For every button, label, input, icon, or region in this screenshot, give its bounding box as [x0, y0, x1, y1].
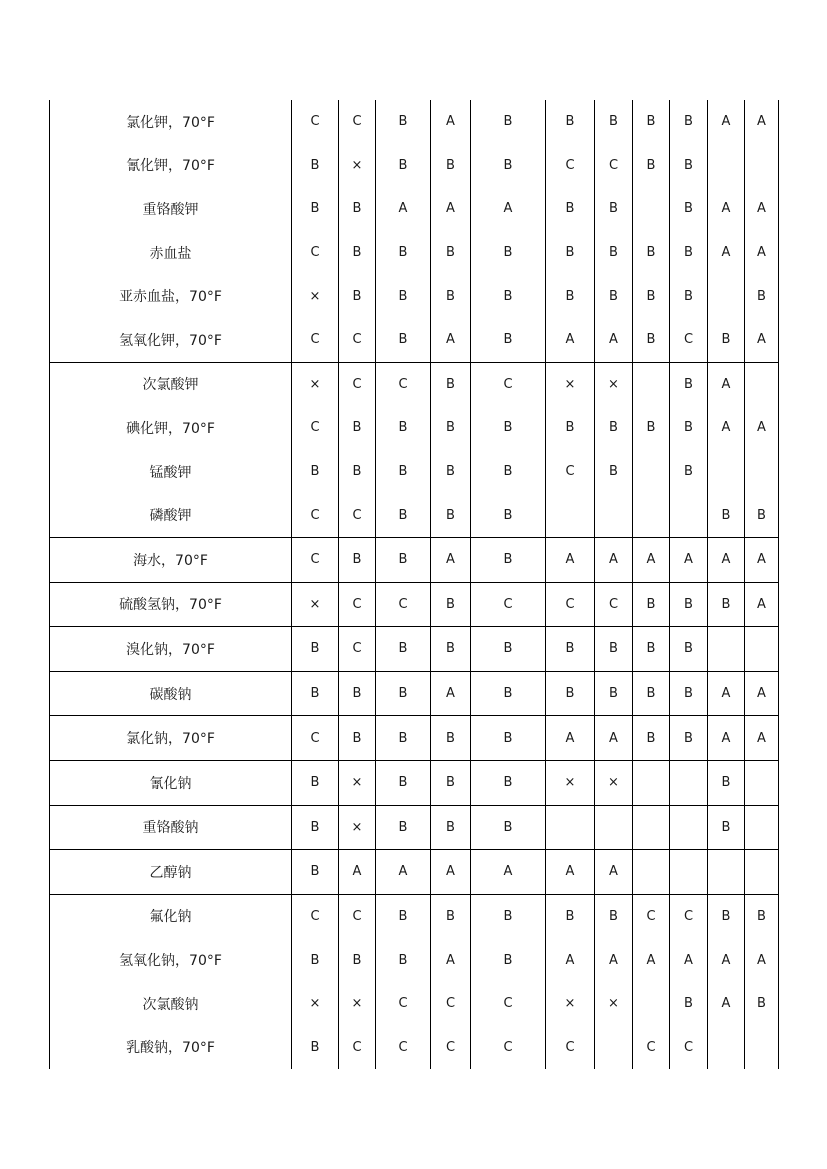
- rating-cell: B: [471, 805, 546, 850]
- table-row: [50, 1025, 779, 1069]
- rating-cell: C: [292, 100, 339, 144]
- rating-cell: B: [431, 144, 471, 188]
- rating-cell: B: [595, 274, 633, 318]
- table-row: [50, 850, 779, 895]
- rating-cell: [595, 493, 633, 537]
- rating-cell: B: [339, 231, 376, 275]
- rating-cell: B: [471, 627, 546, 672]
- table-row: [50, 627, 779, 672]
- rating-cell: C: [339, 493, 376, 537]
- rating-cell: [633, 805, 670, 850]
- rating-cell: B: [745, 493, 779, 537]
- rating-cell: A: [708, 938, 745, 982]
- table-row: [50, 582, 779, 627]
- rating-cell: B: [339, 537, 376, 582]
- rating-cell: B: [633, 100, 670, 144]
- rating-cell: A: [431, 187, 471, 231]
- rating-cell: B: [431, 362, 471, 406]
- chemical-name: 溴化钠，70°F: [50, 627, 292, 672]
- rating-cell: A: [745, 406, 779, 450]
- table-row: [50, 406, 779, 450]
- rating-cell: B: [292, 187, 339, 231]
- rating-cell: B: [471, 274, 546, 318]
- rating-cell: A: [431, 850, 471, 895]
- rating-cell: [745, 760, 779, 805]
- rating-cell: [633, 982, 670, 1026]
- rating-cell: A: [471, 187, 546, 231]
- rating-cell: A: [708, 982, 745, 1026]
- rating-cell: C: [339, 318, 376, 362]
- rating-cell: B: [745, 274, 779, 318]
- rating-cell: ×: [595, 982, 633, 1026]
- rating-cell: B: [376, 805, 431, 850]
- rating-cell: C: [546, 1025, 595, 1069]
- rating-cell: A: [595, 850, 633, 895]
- rating-cell: C: [595, 582, 633, 627]
- rating-cell: B: [633, 716, 670, 761]
- rating-cell: B: [471, 894, 546, 938]
- chemical-name: 氢氧化钠，70°F: [50, 938, 292, 982]
- rating-cell: [708, 850, 745, 895]
- rating-cell: A: [670, 537, 708, 582]
- table-row: [50, 760, 779, 805]
- rating-cell: [745, 1025, 779, 1069]
- rating-cell: A: [633, 938, 670, 982]
- rating-cell: B: [670, 100, 708, 144]
- rating-cell: B: [339, 187, 376, 231]
- table-row: [50, 805, 779, 850]
- rating-cell: B: [376, 671, 431, 716]
- rating-cell: B: [339, 406, 376, 450]
- rating-cell: C: [292, 716, 339, 761]
- table-row: [50, 362, 779, 406]
- rating-cell: B: [708, 582, 745, 627]
- rating-cell: A: [595, 318, 633, 362]
- rating-cell: ×: [595, 362, 633, 406]
- rating-cell: B: [471, 318, 546, 362]
- chemical-name: 氟化钠: [50, 894, 292, 938]
- rating-cell: ×: [292, 362, 339, 406]
- rating-cell: A: [339, 850, 376, 895]
- rating-cell: A: [708, 537, 745, 582]
- rating-cell: A: [633, 537, 670, 582]
- rating-cell: C: [339, 582, 376, 627]
- rating-cell: B: [595, 100, 633, 144]
- rating-cell: C: [292, 894, 339, 938]
- rating-cell: [708, 450, 745, 494]
- rating-cell: B: [546, 627, 595, 672]
- rating-cell: B: [471, 231, 546, 275]
- chemical-name: 赤血盐: [50, 231, 292, 275]
- rating-cell: B: [292, 850, 339, 895]
- rating-cell: A: [745, 582, 779, 627]
- rating-cell: B: [546, 100, 595, 144]
- rating-cell: B: [670, 362, 708, 406]
- rating-cell: B: [376, 274, 431, 318]
- chemical-name: 次氯酸钾: [50, 362, 292, 406]
- rating-cell: A: [431, 671, 471, 716]
- table-row: [50, 493, 779, 537]
- rating-cell: [670, 850, 708, 895]
- rating-cell: C: [339, 894, 376, 938]
- rating-cell: B: [595, 406, 633, 450]
- rating-cell: [670, 805, 708, 850]
- rating-cell: B: [745, 894, 779, 938]
- table-row: [50, 318, 779, 362]
- rating-cell: B: [670, 671, 708, 716]
- rating-cell: B: [376, 406, 431, 450]
- table-row: [50, 100, 779, 144]
- rating-cell: B: [376, 938, 431, 982]
- chemical-name: 硫酸氢钠，70°F: [50, 582, 292, 627]
- rating-cell: B: [546, 894, 595, 938]
- rating-cell: C: [471, 1025, 546, 1069]
- rating-cell: B: [670, 982, 708, 1026]
- rating-cell: [670, 493, 708, 537]
- chemical-name: 碘化钾，70°F: [50, 406, 292, 450]
- rating-cell: [708, 144, 745, 188]
- rating-cell: [633, 362, 670, 406]
- rating-cell: [633, 493, 670, 537]
- rating-cell: B: [595, 450, 633, 494]
- rating-cell: B: [376, 493, 431, 537]
- rating-cell: B: [339, 450, 376, 494]
- rating-cell: C: [339, 100, 376, 144]
- rating-cell: B: [633, 231, 670, 275]
- rating-cell: B: [546, 406, 595, 450]
- chemical-name: 重铬酸钾: [50, 187, 292, 231]
- rating-cell: B: [595, 627, 633, 672]
- rating-cell: B: [376, 537, 431, 582]
- rating-cell: B: [431, 231, 471, 275]
- table-row: [50, 671, 779, 716]
- rating-cell: B: [376, 627, 431, 672]
- chemical-name: 乙醇钠: [50, 850, 292, 895]
- rating-cell: ×: [595, 760, 633, 805]
- rating-cell: B: [471, 716, 546, 761]
- rating-cell: [745, 144, 779, 188]
- rating-cell: C: [471, 582, 546, 627]
- rating-cell: C: [471, 982, 546, 1026]
- rating-cell: B: [670, 627, 708, 672]
- rating-cell: B: [595, 671, 633, 716]
- rating-cell: B: [670, 716, 708, 761]
- rating-cell: ×: [339, 760, 376, 805]
- rating-cell: C: [376, 582, 431, 627]
- rating-cell: [745, 362, 779, 406]
- rating-cell: B: [471, 493, 546, 537]
- rating-cell: [745, 450, 779, 494]
- rating-cell: A: [595, 537, 633, 582]
- rating-cell: [633, 850, 670, 895]
- rating-cell: B: [292, 144, 339, 188]
- rating-cell: A: [708, 100, 745, 144]
- rating-cell: ×: [339, 982, 376, 1026]
- rating-cell: B: [292, 671, 339, 716]
- rating-cell: B: [546, 671, 595, 716]
- rating-cell: C: [633, 1025, 670, 1069]
- rating-cell: A: [546, 318, 595, 362]
- rating-cell: C: [376, 362, 431, 406]
- rating-cell: B: [431, 450, 471, 494]
- table-row: [50, 894, 779, 938]
- rating-cell: B: [745, 982, 779, 1026]
- rating-cell: B: [633, 671, 670, 716]
- rating-cell: B: [292, 1025, 339, 1069]
- rating-cell: B: [633, 582, 670, 627]
- rating-cell: A: [595, 938, 633, 982]
- chemical-name: 氰化钾，70°F: [50, 144, 292, 188]
- rating-cell: A: [745, 231, 779, 275]
- rating-cell: C: [292, 493, 339, 537]
- rating-cell: A: [708, 716, 745, 761]
- rating-cell: A: [376, 187, 431, 231]
- rating-cell: B: [376, 450, 431, 494]
- rating-cell: A: [546, 938, 595, 982]
- rating-cell: B: [292, 627, 339, 672]
- rating-cell: ×: [292, 274, 339, 318]
- rating-cell: ×: [546, 362, 595, 406]
- rating-cell: C: [292, 406, 339, 450]
- rating-cell: B: [431, 493, 471, 537]
- rating-cell: C: [292, 231, 339, 275]
- rating-cell: B: [670, 231, 708, 275]
- rating-cell: C: [339, 362, 376, 406]
- rating-cell: B: [633, 144, 670, 188]
- chemical-name: 磷酸钾: [50, 493, 292, 537]
- rating-cell: B: [376, 760, 431, 805]
- rating-cell: C: [431, 1025, 471, 1069]
- rating-cell: A: [376, 850, 431, 895]
- rating-cell: B: [670, 187, 708, 231]
- rating-cell: [708, 274, 745, 318]
- rating-cell: B: [339, 671, 376, 716]
- rating-cell: A: [745, 318, 779, 362]
- rating-cell: A: [431, 100, 471, 144]
- rating-cell: A: [745, 187, 779, 231]
- rating-cell: ×: [292, 582, 339, 627]
- rating-cell: A: [708, 406, 745, 450]
- rating-cell: B: [595, 231, 633, 275]
- rating-cell: [633, 760, 670, 805]
- rating-cell: B: [376, 318, 431, 362]
- rating-cell: A: [546, 850, 595, 895]
- rating-cell: B: [339, 938, 376, 982]
- rating-cell: B: [431, 406, 471, 450]
- rating-cell: A: [471, 850, 546, 895]
- rating-cell: [595, 1025, 633, 1069]
- rating-cell: [708, 1025, 745, 1069]
- rating-cell: B: [471, 406, 546, 450]
- rating-cell: C: [339, 627, 376, 672]
- rating-cell: B: [431, 894, 471, 938]
- chemical-name: 氯化钾，70°F: [50, 100, 292, 144]
- table-row: [50, 187, 779, 231]
- rating-cell: A: [708, 187, 745, 231]
- rating-cell: B: [431, 716, 471, 761]
- rating-cell: B: [708, 760, 745, 805]
- rating-cell: B: [471, 450, 546, 494]
- rating-cell: A: [546, 537, 595, 582]
- rating-cell: [708, 627, 745, 672]
- rating-cell: B: [633, 274, 670, 318]
- rating-cell: B: [376, 894, 431, 938]
- rating-cell: [546, 805, 595, 850]
- chemical-name: 海水，70°F: [50, 537, 292, 582]
- rating-cell: B: [471, 144, 546, 188]
- rating-cell: B: [431, 274, 471, 318]
- rating-cell: A: [431, 537, 471, 582]
- rating-cell: B: [546, 187, 595, 231]
- rating-cell: B: [708, 493, 745, 537]
- rating-cell: A: [745, 671, 779, 716]
- rating-cell: C: [292, 318, 339, 362]
- chemical-name: 重铬酸钠: [50, 805, 292, 850]
- rating-cell: [595, 805, 633, 850]
- rating-cell: B: [708, 318, 745, 362]
- rating-cell: C: [292, 537, 339, 582]
- rating-cell: B: [471, 100, 546, 144]
- rating-cell: C: [595, 144, 633, 188]
- rating-cell: [633, 187, 670, 231]
- rating-cell: B: [376, 231, 431, 275]
- rating-cell: B: [670, 582, 708, 627]
- rating-cell: B: [339, 274, 376, 318]
- rating-cell: B: [292, 760, 339, 805]
- rating-cell: B: [292, 450, 339, 494]
- rating-cell: A: [431, 318, 471, 362]
- rating-cell: B: [376, 716, 431, 761]
- rating-cell: B: [595, 187, 633, 231]
- rating-cell: B: [670, 274, 708, 318]
- rating-cell: [633, 450, 670, 494]
- rating-cell: B: [376, 100, 431, 144]
- rating-cell: ×: [292, 982, 339, 1026]
- chemical-compatibility-table: [49, 100, 779, 1069]
- rating-cell: B: [633, 627, 670, 672]
- rating-cell: B: [546, 274, 595, 318]
- rating-cell: [546, 493, 595, 537]
- rating-cell: A: [708, 231, 745, 275]
- rating-cell: B: [376, 144, 431, 188]
- rating-cell: B: [292, 938, 339, 982]
- rating-cell: B: [633, 318, 670, 362]
- rating-cell: A: [745, 938, 779, 982]
- rating-cell: B: [471, 537, 546, 582]
- chemical-name: 次氯酸钠: [50, 982, 292, 1026]
- rating-cell: C: [339, 1025, 376, 1069]
- rating-cell: B: [546, 231, 595, 275]
- rating-cell: B: [670, 450, 708, 494]
- rating-cell: A: [745, 716, 779, 761]
- rating-cell: B: [471, 671, 546, 716]
- table-row: [50, 144, 779, 188]
- rating-cell: B: [292, 805, 339, 850]
- rating-cell: B: [431, 805, 471, 850]
- rating-cell: [745, 627, 779, 672]
- rating-cell: A: [745, 537, 779, 582]
- rating-cell: ×: [546, 760, 595, 805]
- chemical-name: 氢氧化钾，70°F: [50, 318, 292, 362]
- chemical-name: 氰化钠: [50, 760, 292, 805]
- rating-cell: B: [595, 894, 633, 938]
- rating-cell: C: [376, 982, 431, 1026]
- rating-cell: A: [708, 362, 745, 406]
- rating-cell: B: [471, 760, 546, 805]
- rating-cell: [670, 760, 708, 805]
- rating-cell: B: [431, 582, 471, 627]
- rating-cell: C: [546, 450, 595, 494]
- rating-cell: B: [708, 805, 745, 850]
- chemical-name: 氯化钠，70°F: [50, 716, 292, 761]
- rating-cell: ×: [546, 982, 595, 1026]
- rating-cell: ×: [339, 805, 376, 850]
- rating-cell: A: [708, 671, 745, 716]
- rating-cell: A: [670, 938, 708, 982]
- rating-cell: B: [339, 716, 376, 761]
- rating-cell: C: [546, 144, 595, 188]
- chemical-name: 碳酸钠: [50, 671, 292, 716]
- rating-cell: C: [670, 318, 708, 362]
- chemical-name: 锰酸钾: [50, 450, 292, 494]
- rating-cell: C: [546, 582, 595, 627]
- rating-cell: [745, 805, 779, 850]
- rating-cell: C: [633, 894, 670, 938]
- table-row: [50, 450, 779, 494]
- chemical-name: 乳酸钠，70°F: [50, 1025, 292, 1069]
- rating-cell: B: [431, 627, 471, 672]
- rating-cell: B: [633, 406, 670, 450]
- rating-cell: [745, 850, 779, 895]
- rating-cell: B: [708, 894, 745, 938]
- chemical-name: 亚赤血盐，70°F: [50, 274, 292, 318]
- rating-cell: A: [595, 716, 633, 761]
- rating-cell: C: [431, 982, 471, 1026]
- rating-cell: C: [670, 894, 708, 938]
- rating-cell: B: [670, 144, 708, 188]
- table-row: [50, 938, 779, 982]
- rating-cell: B: [431, 760, 471, 805]
- table-row: [50, 537, 779, 582]
- rating-cell: A: [431, 938, 471, 982]
- table-row: [50, 274, 779, 318]
- rating-cell: A: [546, 716, 595, 761]
- table-row: [50, 716, 779, 761]
- table-row: [50, 231, 779, 275]
- rating-cell: C: [376, 1025, 431, 1069]
- rating-cell: B: [471, 938, 546, 982]
- rating-cell: ×: [339, 144, 376, 188]
- rating-cell: C: [471, 362, 546, 406]
- rating-cell: A: [745, 100, 779, 144]
- rating-cell: B: [670, 406, 708, 450]
- table-row: [50, 982, 779, 1026]
- rating-cell: C: [670, 1025, 708, 1069]
